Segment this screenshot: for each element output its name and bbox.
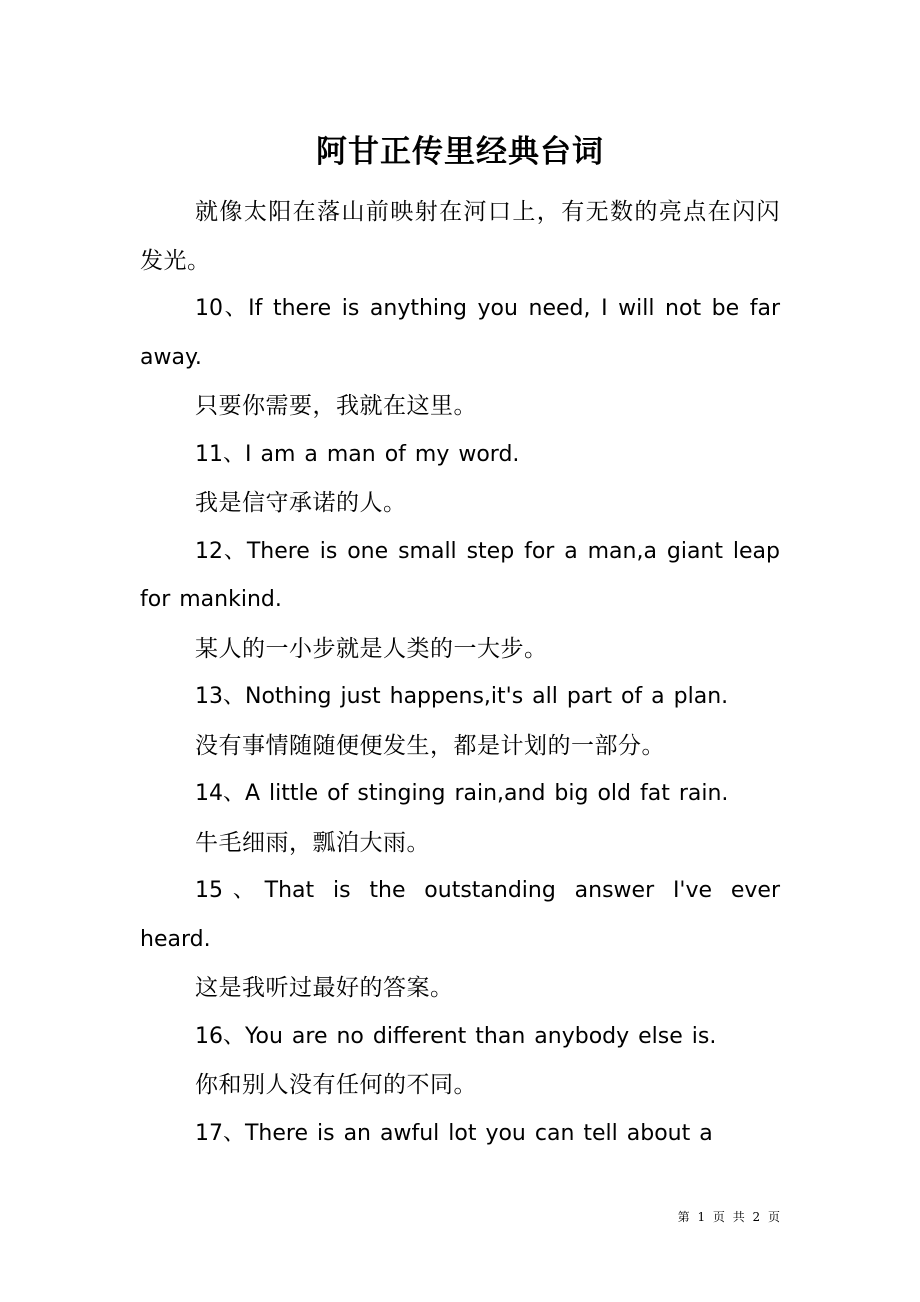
paragraph: 10、If there is anything you need, I will not be far away. [140,296,780,370]
paragraph: 没有事情随随便便发生，都是计划的一部分。 [195,732,665,759]
paragraph: 只要你需要，我就在这里。 [195,393,477,419]
paragraph: 这是我听过最好的答案。 [195,975,454,1001]
paragraph: 我是信守承诺的人。 [195,490,407,516]
document-title: 阿甘正传里经典台词 [316,134,604,170]
paragraph: 你和别人没有任何的不同。 [195,1072,477,1098]
paragraph: 17、There is an awful lot you can tell about a [195,1120,713,1146]
paragraph: 就像太阳在落山前映射在河口上，有无数的亮点在闪闪发光。 [140,199,780,274]
paragraph: 12、There is one small step for a man,a giant leap for mankind. [140,538,780,612]
paragraph: 13、Nothing just happens,it's all part of a plan. [195,684,729,709]
paragraph: 11、I am a man of my word. [195,441,520,467]
paragraph: 15、That is the outstanding answer I've ever heard. [140,878,780,952]
document-body [140,188,780,1158]
paragraph: 牛毛细雨，瓢泊大雨。 [195,829,430,856]
paragraph: 14、A little of stinging rain,and big old fat rain. [195,781,729,806]
page-footer: 第 1 页 共 2 页 [677,1210,780,1224]
paragraph: 16、You are no different than anybody else is. [195,1023,717,1049]
paragraph: 某人的一小步就是人类的一大步。 [195,635,548,662]
